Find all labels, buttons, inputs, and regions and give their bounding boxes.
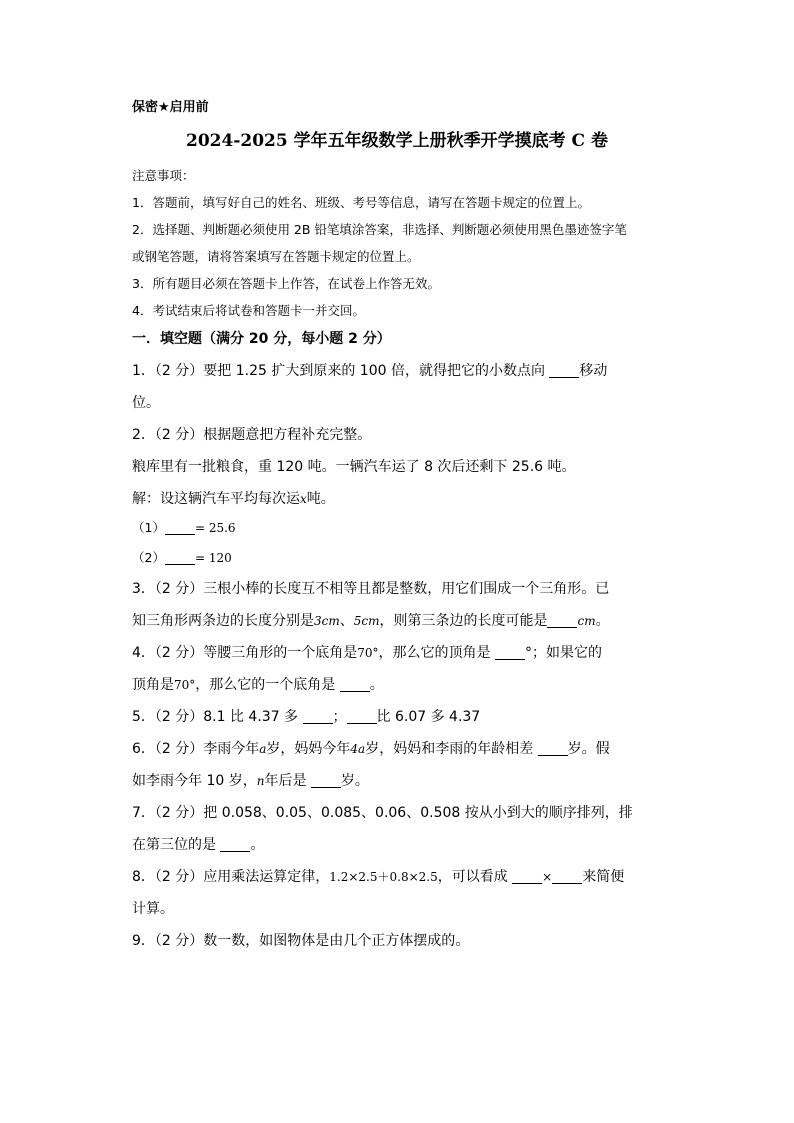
question-8-line-1: 8．（2 分）应用乘法运算定律，1.2×2.5＋0.8×2.5，可以看成 × 来简便 <box>132 869 625 885</box>
question-8-line-2: 计算。 <box>132 901 174 917</box>
question-2-equation-2: （2） = 120 <box>132 550 232 565</box>
answer-blank[interactable] <box>165 552 195 566</box>
notice-item: 1．答题前，填写好自己的姓名、班级、考号等信息，请写在答题卡规定的位置上。 <box>132 195 590 210</box>
answer-blank[interactable] <box>220 837 250 852</box>
question-1-line-1: 1．（2 分）要把 1.25 扩大到原来的 100 倍，就得把它的小数点向 移动 <box>132 363 608 379</box>
answer-blank[interactable] <box>311 773 341 788</box>
answer-blank[interactable] <box>495 645 525 660</box>
answer-blank[interactable] <box>552 869 582 884</box>
question-7-line-1: 7．（2 分）把 0.058、0.05、0.085、0.06、0.508 按从小到大的顺序排列，排 <box>132 805 633 821</box>
answer-blank[interactable] <box>165 522 195 536</box>
question-6-line-2: 如李雨今年 10 岁，n年后是 岁。 <box>132 773 369 789</box>
notice-heading: 注意事项： <box>132 168 195 183</box>
section-title: 一．填空题（满分 20 分，每小题 2 分） <box>132 331 391 347</box>
answer-blank[interactable] <box>538 741 568 756</box>
question-2-equation-1: （1） = 25.6 <box>132 520 236 535</box>
notice-item: 3．所有题目必须在答题卡上作答，在试卷上作答无效。 <box>132 276 440 291</box>
question-7-line-2: 在第三位的是 。 <box>132 837 265 853</box>
question-3-line-2: 知三角形两条边的长度分别是3cm、5cm，则第三条边的长度可能是 cm。 <box>132 613 610 629</box>
question-5: 5．（2 分）8.1 比 4.37 多 ； 比 6.07 多 4.37 <box>132 709 481 725</box>
notice-item: 4．考试结束后将试卷和答题卡一并交回。 <box>132 303 365 318</box>
question-3-line-1: 3．（2 分）三根小棒的长度互不相等且都是整数，用它们围成一个三角形。已 <box>132 581 610 597</box>
answer-blank[interactable] <box>340 677 370 692</box>
page-title: 2024-2025 学年五年级数学上册秋季开学摸底考 C 卷 <box>186 131 608 151</box>
question-4-line-1: 4．（2 分）等腰三角形的一个底角是70°，那么它的顶角是 °；如果它的 <box>132 645 602 661</box>
answer-blank[interactable] <box>547 613 577 628</box>
answer-blank[interactable] <box>303 709 333 724</box>
question-2-line-2: 粮库里有一批粮食，重 120 吨。一辆汽车运了 8 次后还剩下 25.6 吨。 <box>132 459 576 475</box>
question-6-line-1: 6．（2 分）李雨今年a岁，妈妈今年4a岁，妈妈和李雨的年龄相差 岁。假 <box>132 741 610 757</box>
question-1-line-2: 位。 <box>132 395 160 411</box>
question-2-line-3: 解：设这辆汽车平均每次运x吨。 <box>132 491 335 507</box>
question-9: 9．（2 分）数一数，如图物体是由几个正方体摆成的。 <box>132 933 470 949</box>
question-4-line-2: 顶角是70°，那么它的一个底角是 。 <box>132 677 384 693</box>
question-2-line-1: 2．（2 分）根据题意把方程补充完整。 <box>132 427 372 443</box>
confidential-label: 保密★启用前 <box>132 100 209 115</box>
notice-item: 或钢笔答题，请将答案填写在答题卡规定的位置上。 <box>132 249 420 264</box>
answer-blank[interactable] <box>347 709 377 724</box>
answer-blank[interactable] <box>549 363 579 378</box>
notice-item: 2．选择题、判断题必须使用 2B 铅笔填涂答案，非选择、判断题必须使用黑色墨迹签字笔 <box>132 222 627 237</box>
answer-blank[interactable] <box>512 869 542 884</box>
